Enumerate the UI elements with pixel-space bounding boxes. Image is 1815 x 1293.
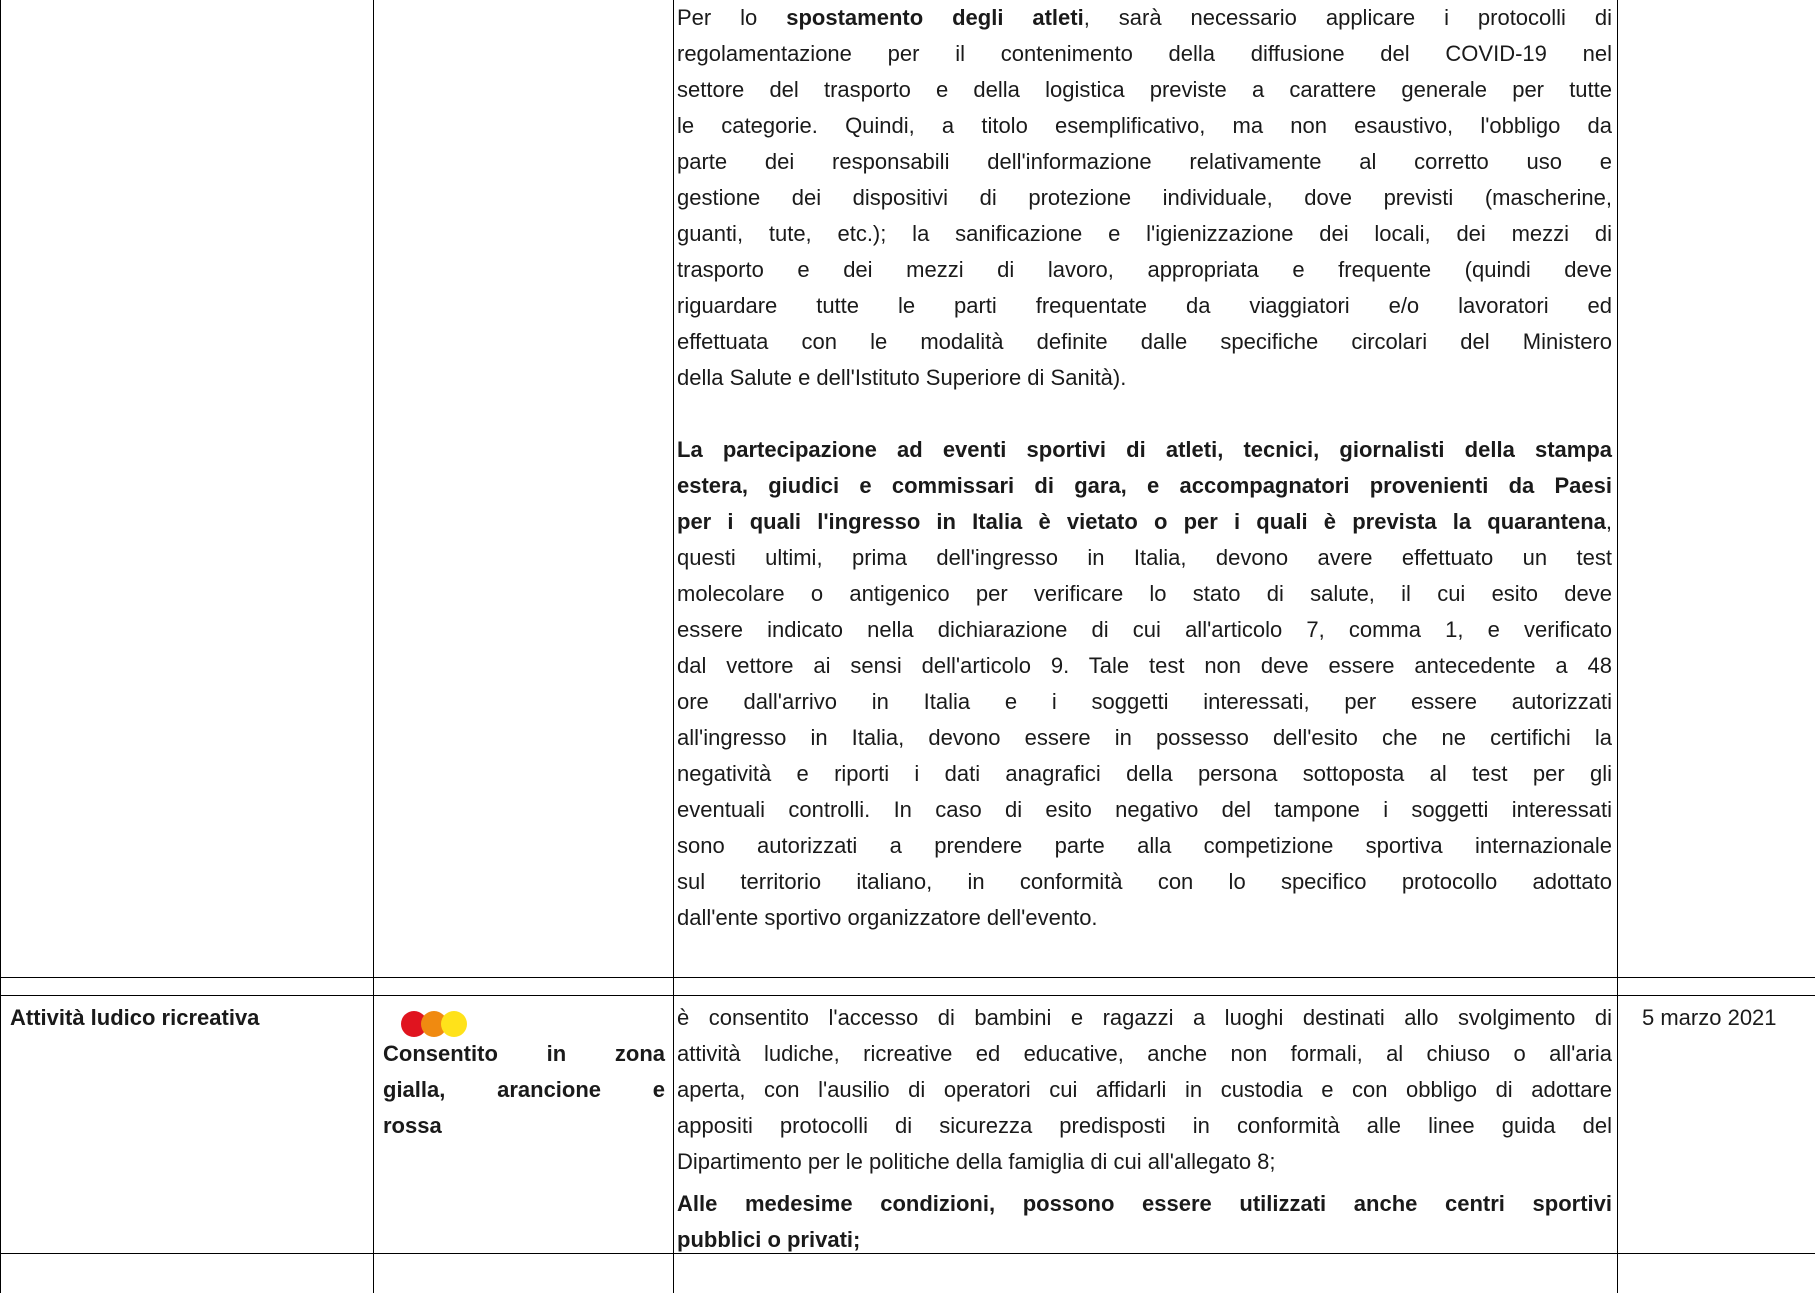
text-line: settore del trasporto e della logistica previste a carattere generale per tutte (677, 77, 1612, 102)
text-line: all'ingresso in Italia, devono essere in possesso dell'esito che ne certifichi la (677, 725, 1612, 750)
bold-text-line: estera, giudici e commissari di gara, e accompagnatori provenienti da Paesi (677, 473, 1612, 498)
text-line: parte dei responsabili dell'informazione relativamente al corretto uso e (677, 149, 1612, 174)
table-row-divider-2 (0, 995, 1815, 996)
bold-text-line: La partecipazione ad eventi sportivi di atleti, tecnici, giornalisti della stampa (677, 437, 1612, 462)
zone-permission-label (383, 1036, 665, 1144)
text-line: eventuali controlli. In caso di esito negativo del tampone i soggetti interessati (677, 797, 1612, 822)
text-line: guanti, tute, etc.); la sanificazione e l'igienizzazione dei locali, dei mezzi di (677, 221, 1612, 246)
text-line: gialla, arancione e (383, 1077, 665, 1102)
table-column-divider-3 (1617, 0, 1618, 1293)
text-line: Consentito in zona (383, 1041, 665, 1066)
table-row-divider-1 (0, 977, 1815, 978)
text-line: per i quali l'ingresso in Italia è vietato o per i quali è prevista la quarantena, (677, 509, 1612, 534)
text-line: sono autorizzati a prendere parte alla competizione sportiva internazionale (677, 833, 1612, 858)
text-line: trasporto e dei mezzi di lavoro, appropriata e frequente (quindi deve (677, 257, 1612, 282)
text-line: rossa (383, 1113, 442, 1138)
text-line: riguardare tutte le parti frequentate da viaggiatori e/o lavoratori ed (677, 293, 1612, 318)
text-line: Dipartimento per le politiche della famiglia di cui all'allegato 8; (677, 1149, 1276, 1174)
text-line: appositi protocolli di sicurezza predisposti in conformità alle linee guida del (677, 1113, 1612, 1138)
text-line: Per lo spostamento degli atleti, sarà necessario applicare i protocolli di (677, 5, 1612, 30)
effective-date: 5 marzo 2021 (1642, 1005, 1777, 1030)
text-line: effettuata con le modalità definite dalle specifiche circolari del Ministero (677, 329, 1612, 354)
text-line: questi ultimi, prima dell'ingresso in Italia, devono avere effettuato un test (677, 545, 1612, 570)
text-line: molecolare o antigenico per verificare lo stato di salute, il cui esito deve (677, 581, 1612, 606)
zone-indicator-icons (400, 1009, 480, 1039)
text-line: attività ludiche, ricreative ed educative, anche non formali, al chiuso o all'aria (677, 1041, 1612, 1066)
text-line: è consentito l'accesso di bambini e ragazzi a luoghi destinati allo svolgimento di (677, 1005, 1612, 1030)
text-line: aperta, con l'ausilio di operatori cui affidarli in custodia e con obbligo di adottare (677, 1077, 1612, 1102)
text-line: sul territorio italiano, in conformità con lo specifico protocollo adottato (677, 869, 1612, 894)
row1-paragraph-1 (677, 0, 1612, 396)
activity-name: Attività ludico ricreativa (10, 1005, 260, 1030)
table-column-divider-2 (673, 0, 674, 1293)
text-line: dall'ente sportivo organizzatore dell'evento. (677, 905, 1098, 930)
text-line: essere indicato nella dichiarazione di cui all'articolo 7, comma 1, e verificato (677, 617, 1612, 642)
row1-paragraph-2 (677, 432, 1612, 936)
text-line: regolamentazione per il contenimento della diffusione del COVID-19 nel (677, 41, 1612, 66)
text-line: dal vettore ai sensi dell'articolo 9. Tale test non deve essere antecedente a 48 (677, 653, 1612, 678)
bold-text-line: pubblici o privati; (677, 1227, 861, 1252)
row3-description (677, 1000, 1612, 1258)
bold-text-line: Alle medesime condizioni, possono essere utilizzati anche centri sportivi (677, 1191, 1612, 1216)
row1-description (677, 0, 1612, 936)
table-border-left (0, 0, 1, 1293)
text-line: ore dall'arrivo in Italia e i soggetti interessati, per essere autorizzati (677, 689, 1612, 714)
yellow-zone-dot-icon (441, 1011, 467, 1037)
text-line: negatività e riporti i dati anagrafici della persona sottoposta al test per gli (677, 761, 1612, 786)
text-line: della Salute e dell'Istituto Superiore di Sanità). (677, 365, 1127, 390)
text-line: le categorie. Quindi, a titolo esemplificativo, ma non esaustivo, l'obbligo da (677, 113, 1612, 138)
text-line: gestione dei dispositivi di protezione individuale, dove previsti (mascherine, (677, 185, 1612, 210)
table-column-divider-1 (373, 0, 374, 1293)
